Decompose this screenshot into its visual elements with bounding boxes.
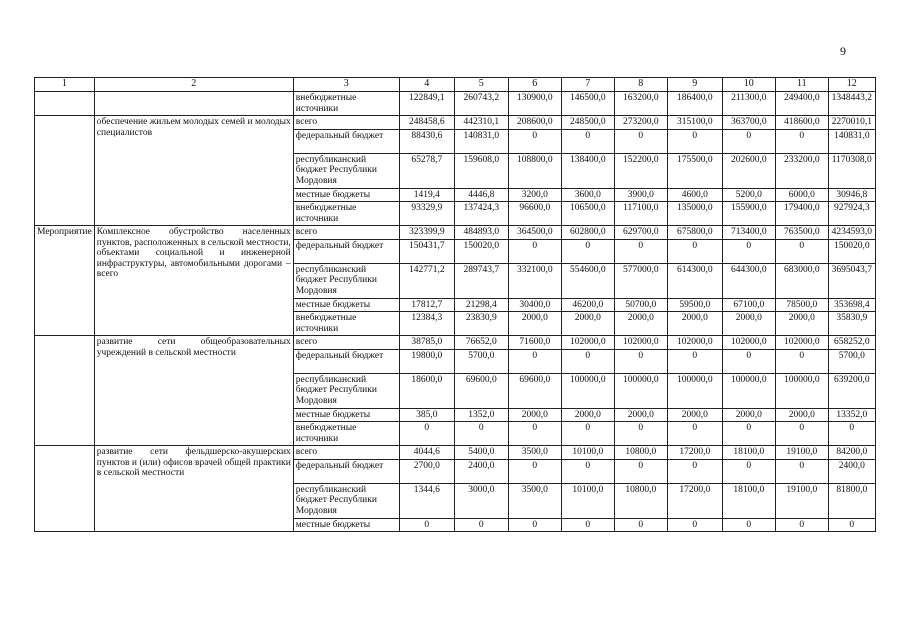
funding-source-cell: внебюджетные источники: [293, 202, 399, 226]
year-value-cell: 208600,0: [508, 116, 561, 130]
year-value-cell: 65278,7: [399, 153, 454, 188]
total-value-cell: 639200,0: [828, 373, 875, 408]
year-value-cell: 50700,0: [614, 298, 667, 312]
funding-source-cell: местные бюджеты: [293, 298, 399, 312]
year-value-cell: 0: [722, 239, 775, 263]
column-header: 7: [561, 78, 614, 92]
total-value-cell: 2270010,1: [828, 116, 875, 130]
year-value-cell: 683000,0: [775, 263, 828, 298]
year-value-cell: 5200,0: [722, 188, 775, 202]
year-value-cell: 3500,0: [508, 446, 561, 460]
year-value-cell: 175500,0: [667, 153, 722, 188]
year-value-cell: 100000,0: [775, 373, 828, 408]
year-value-cell: 0: [561, 129, 614, 153]
total-value-cell: 150020,0: [828, 239, 875, 263]
total-value-cell: 2400,0: [828, 459, 875, 483]
year-value-cell: 0: [722, 129, 775, 153]
total-value-cell: 1170308,0: [828, 153, 875, 188]
year-value-cell: 138400,0: [561, 153, 614, 188]
year-value-cell: 0: [508, 422, 561, 446]
year-value-cell: 146500,0: [561, 92, 614, 116]
year-value-cell: 30400,0: [508, 298, 561, 312]
event-kind-cell: [35, 336, 95, 446]
total-value-cell: 353698,4: [828, 298, 875, 312]
year-value-cell: 0: [508, 129, 561, 153]
year-value-cell: 260743,2: [454, 92, 508, 116]
year-value-cell: 100000,0: [614, 373, 667, 408]
year-value-cell: 159608,0: [454, 153, 508, 188]
year-value-cell: 4600,0: [667, 188, 722, 202]
year-value-cell: 18100,0: [722, 446, 775, 460]
year-value-cell: 0: [775, 459, 828, 483]
year-value-cell: 93329,9: [399, 202, 454, 226]
year-value-cell: 442310,1: [454, 116, 508, 130]
year-value-cell: 713400,0: [722, 226, 775, 240]
year-value-cell: 202600,0: [722, 153, 775, 188]
year-value-cell: 0: [775, 518, 828, 532]
year-value-cell: 69600,0: [508, 373, 561, 408]
year-value-cell: 3900,0: [614, 188, 667, 202]
funding-source-cell: всего: [293, 446, 399, 460]
year-value-cell: 3600,0: [561, 188, 614, 202]
year-value-cell: 233200,0: [775, 153, 828, 188]
year-value-cell: 76652,0: [454, 336, 508, 350]
year-value-cell: 2000,0: [722, 408, 775, 422]
event-kind-cell: [35, 92, 95, 116]
year-value-cell: 0: [399, 518, 454, 532]
year-value-cell: 10100,0: [561, 483, 614, 518]
year-value-cell: 2000,0: [561, 408, 614, 422]
year-value-cell: 644300,0: [722, 263, 775, 298]
year-value-cell: 0: [614, 518, 667, 532]
year-value-cell: 10800,0: [614, 483, 667, 518]
year-value-cell: 69600,0: [454, 373, 508, 408]
year-value-cell: 1344,6: [399, 483, 454, 518]
year-value-cell: 71600,0: [508, 336, 561, 350]
year-value-cell: 614300,0: [667, 263, 722, 298]
year-value-cell: 0: [399, 422, 454, 446]
funding-source-cell: федеральный бюджет: [293, 349, 399, 373]
event-name-cell: развитие сети фельдшерско-акушерских пунктов и (или) офисов врачей общей практики в сельской местности: [94, 446, 293, 532]
year-value-cell: 0: [775, 239, 828, 263]
year-value-cell: 248500,0: [561, 116, 614, 130]
year-value-cell: 130900,0: [508, 92, 561, 116]
year-value-cell: 122849,1: [399, 92, 454, 116]
budget-table: [34, 77, 876, 532]
total-value-cell: 30946,8: [828, 188, 875, 202]
event-name-cell: развитие сети общеобразовательных учреждений в сельской местности: [94, 336, 293, 446]
funding-source-cell: внебюджетные источники: [293, 422, 399, 446]
event-name-cell: обеспечение жильем молодых семей и молодых специалистов: [94, 116, 293, 226]
year-value-cell: 2000,0: [614, 408, 667, 422]
year-value-cell: 46200,0: [561, 298, 614, 312]
column-header: 5: [454, 78, 508, 92]
year-value-cell: 3200,0: [508, 188, 561, 202]
column-header: 4: [399, 78, 454, 92]
year-value-cell: 102000,0: [614, 336, 667, 350]
year-value-cell: 3000,0: [454, 483, 508, 518]
year-value-cell: 117100,0: [614, 202, 667, 226]
year-value-cell: 0: [722, 349, 775, 373]
year-value-cell: 0: [667, 239, 722, 263]
year-value-cell: 0: [775, 129, 828, 153]
event-kind-cell: Мероприятие: [35, 226, 95, 336]
year-value-cell: 273200,0: [614, 116, 667, 130]
year-value-cell: 2000,0: [508, 408, 561, 422]
table-row: [35, 336, 876, 350]
year-value-cell: 21298,4: [454, 298, 508, 312]
year-value-cell: 19800,0: [399, 349, 454, 373]
year-value-cell: 3500,0: [508, 483, 561, 518]
year-value-cell: 0: [667, 459, 722, 483]
year-value-cell: 1352,0: [454, 408, 508, 422]
funding-source-cell: всего: [293, 116, 399, 130]
total-value-cell: 35830,9: [828, 312, 875, 336]
year-value-cell: 323399,9: [399, 226, 454, 240]
year-value-cell: 100000,0: [722, 373, 775, 408]
column-header: 3: [293, 78, 399, 92]
total-value-cell: 3695043,7: [828, 263, 875, 298]
year-value-cell: 0: [614, 349, 667, 373]
total-value-cell: 927924,3: [828, 202, 875, 226]
total-value-cell: 4234593,0: [828, 226, 875, 240]
year-value-cell: 59500,0: [667, 298, 722, 312]
year-value-cell: 289743,7: [454, 263, 508, 298]
page-number: 9: [840, 44, 846, 58]
year-value-cell: 2000,0: [614, 312, 667, 336]
year-value-cell: 211300,0: [722, 92, 775, 116]
year-value-cell: 248458,6: [399, 116, 454, 130]
year-value-cell: 0: [775, 349, 828, 373]
total-value-cell: 81800,0: [828, 483, 875, 518]
year-value-cell: 88430,6: [399, 129, 454, 153]
table-row: [35, 116, 876, 130]
year-value-cell: 2000,0: [561, 312, 614, 336]
column-header: 1: [35, 78, 95, 92]
year-value-cell: 12384,3: [399, 312, 454, 336]
year-value-cell: 102000,0: [561, 336, 614, 350]
total-value-cell: 0: [828, 518, 875, 532]
column-header: 11: [775, 78, 828, 92]
year-value-cell: 179400,0: [775, 202, 828, 226]
year-value-cell: 0: [722, 459, 775, 483]
funding-source-cell: всего: [293, 336, 399, 350]
event-kind-cell: [35, 446, 95, 532]
year-value-cell: 0: [561, 518, 614, 532]
total-value-cell: 140831,0: [828, 129, 875, 153]
year-value-cell: 10100,0: [561, 446, 614, 460]
year-value-cell: 4044,6: [399, 446, 454, 460]
year-value-cell: 150431,7: [399, 239, 454, 263]
year-value-cell: 4446,8: [454, 188, 508, 202]
year-value-cell: 363700,0: [722, 116, 775, 130]
year-value-cell: 0: [722, 518, 775, 532]
total-value-cell: 13352,0: [828, 408, 875, 422]
year-value-cell: 137424,3: [454, 202, 508, 226]
year-value-cell: 0: [667, 349, 722, 373]
year-value-cell: 0: [561, 239, 614, 263]
year-value-cell: 150020,0: [454, 239, 508, 263]
year-value-cell: 0: [722, 422, 775, 446]
year-value-cell: 2000,0: [667, 312, 722, 336]
year-value-cell: 0: [454, 518, 508, 532]
funding-source-cell: республиканский бюджет Республики Мордовия: [293, 483, 399, 518]
funding-source-cell: республиканский бюджет Республики Мордовия: [293, 153, 399, 188]
total-value-cell: 84200,0: [828, 446, 875, 460]
year-value-cell: 19100,0: [775, 446, 828, 460]
year-value-cell: 102000,0: [775, 336, 828, 350]
column-header: 8: [614, 78, 667, 92]
year-value-cell: 2700,0: [399, 459, 454, 483]
table-row: [35, 446, 876, 460]
year-value-cell: 1419,4: [399, 188, 454, 202]
year-value-cell: 0: [561, 349, 614, 373]
year-value-cell: 17200,0: [667, 446, 722, 460]
total-value-cell: 5700,0: [828, 349, 875, 373]
year-value-cell: 100000,0: [667, 373, 722, 408]
year-value-cell: 10800,0: [614, 446, 667, 460]
year-value-cell: 6000,0: [775, 188, 828, 202]
column-header: 12: [828, 78, 875, 92]
year-value-cell: 2000,0: [667, 408, 722, 422]
year-value-cell: 2000,0: [775, 408, 828, 422]
year-value-cell: 2400,0: [454, 459, 508, 483]
table-row: [35, 92, 876, 116]
year-value-cell: 364500,0: [508, 226, 561, 240]
year-value-cell: 67100,0: [722, 298, 775, 312]
header-row: [35, 78, 876, 92]
year-value-cell: 0: [667, 129, 722, 153]
total-value-cell: 658252,0: [828, 336, 875, 350]
year-value-cell: 0: [667, 518, 722, 532]
year-value-cell: 315100,0: [667, 116, 722, 130]
event-name-cell: [94, 92, 293, 116]
year-value-cell: 249400,0: [775, 92, 828, 116]
year-value-cell: 102000,0: [722, 336, 775, 350]
year-value-cell: 332100,0: [508, 263, 561, 298]
year-value-cell: 19100,0: [775, 483, 828, 518]
year-value-cell: 23830,9: [454, 312, 508, 336]
year-value-cell: 135000,0: [667, 202, 722, 226]
funding-source-cell: федеральный бюджет: [293, 129, 399, 153]
year-value-cell: 17200,0: [667, 483, 722, 518]
funding-source-cell: федеральный бюджет: [293, 239, 399, 263]
year-value-cell: 140831,0: [454, 129, 508, 153]
total-value-cell: 1348443,2: [828, 92, 875, 116]
year-value-cell: 108800,0: [508, 153, 561, 188]
year-value-cell: 385,0: [399, 408, 454, 422]
year-value-cell: 0: [614, 129, 667, 153]
year-value-cell: 0: [614, 422, 667, 446]
year-value-cell: 2000,0: [722, 312, 775, 336]
funding-source-cell: внебюджетные источники: [293, 312, 399, 336]
column-header: 10: [722, 78, 775, 92]
year-value-cell: 602800,0: [561, 226, 614, 240]
year-value-cell: 763500,0: [775, 226, 828, 240]
year-value-cell: 418600,0: [775, 116, 828, 130]
year-value-cell: 629700,0: [614, 226, 667, 240]
funding-source-cell: внебюджетные источники: [293, 92, 399, 116]
year-value-cell: 106500,0: [561, 202, 614, 226]
year-value-cell: 78500,0: [775, 298, 828, 312]
year-value-cell: 18100,0: [722, 483, 775, 518]
year-value-cell: 0: [614, 239, 667, 263]
year-value-cell: 0: [614, 459, 667, 483]
year-value-cell: 102000,0: [667, 336, 722, 350]
year-value-cell: 142771,2: [399, 263, 454, 298]
year-value-cell: 577000,0: [614, 263, 667, 298]
year-value-cell: 0: [508, 349, 561, 373]
year-value-cell: 186400,0: [667, 92, 722, 116]
year-value-cell: 0: [775, 422, 828, 446]
year-value-cell: 38785,0: [399, 336, 454, 350]
event-kind-cell: [35, 116, 95, 226]
funding-source-cell: федеральный бюджет: [293, 459, 399, 483]
year-value-cell: 5700,0: [454, 349, 508, 373]
year-value-cell: 152200,0: [614, 153, 667, 188]
year-value-cell: 0: [508, 459, 561, 483]
funding-source-cell: местные бюджеты: [293, 408, 399, 422]
year-value-cell: 0: [561, 422, 614, 446]
year-value-cell: 17812,7: [399, 298, 454, 312]
funding-source-cell: республиканский бюджет Республики Мордовия: [293, 263, 399, 298]
year-value-cell: 163200,0: [614, 92, 667, 116]
table-row: [35, 226, 876, 240]
year-value-cell: 0: [454, 422, 508, 446]
funding-source-cell: всего: [293, 226, 399, 240]
year-value-cell: 100000,0: [561, 373, 614, 408]
funding-source-cell: республиканский бюджет Республики Мордовия: [293, 373, 399, 408]
funding-source-cell: местные бюджеты: [293, 188, 399, 202]
year-value-cell: 18600,0: [399, 373, 454, 408]
year-value-cell: 484893,0: [454, 226, 508, 240]
year-value-cell: 155900,0: [722, 202, 775, 226]
year-value-cell: 96600,0: [508, 202, 561, 226]
year-value-cell: 0: [508, 239, 561, 263]
year-value-cell: 2000,0: [508, 312, 561, 336]
year-value-cell: 675800,0: [667, 226, 722, 240]
year-value-cell: 0: [667, 422, 722, 446]
column-header: 2: [94, 78, 293, 92]
column-header: 9: [667, 78, 722, 92]
column-header: 6: [508, 78, 561, 92]
year-value-cell: 5400,0: [454, 446, 508, 460]
event-name-cell: Комплексное обустройство населенных пунктов, расположенных в сельской местности, объектами социальной и инженерной инфраструктуры, автомобильными дорогами – всего: [94, 226, 293, 336]
funding-source-cell: местные бюджеты: [293, 518, 399, 532]
year-value-cell: 0: [508, 518, 561, 532]
year-value-cell: 554600,0: [561, 263, 614, 298]
year-value-cell: 0: [561, 459, 614, 483]
total-value-cell: 0: [828, 422, 875, 446]
year-value-cell: 2000,0: [775, 312, 828, 336]
